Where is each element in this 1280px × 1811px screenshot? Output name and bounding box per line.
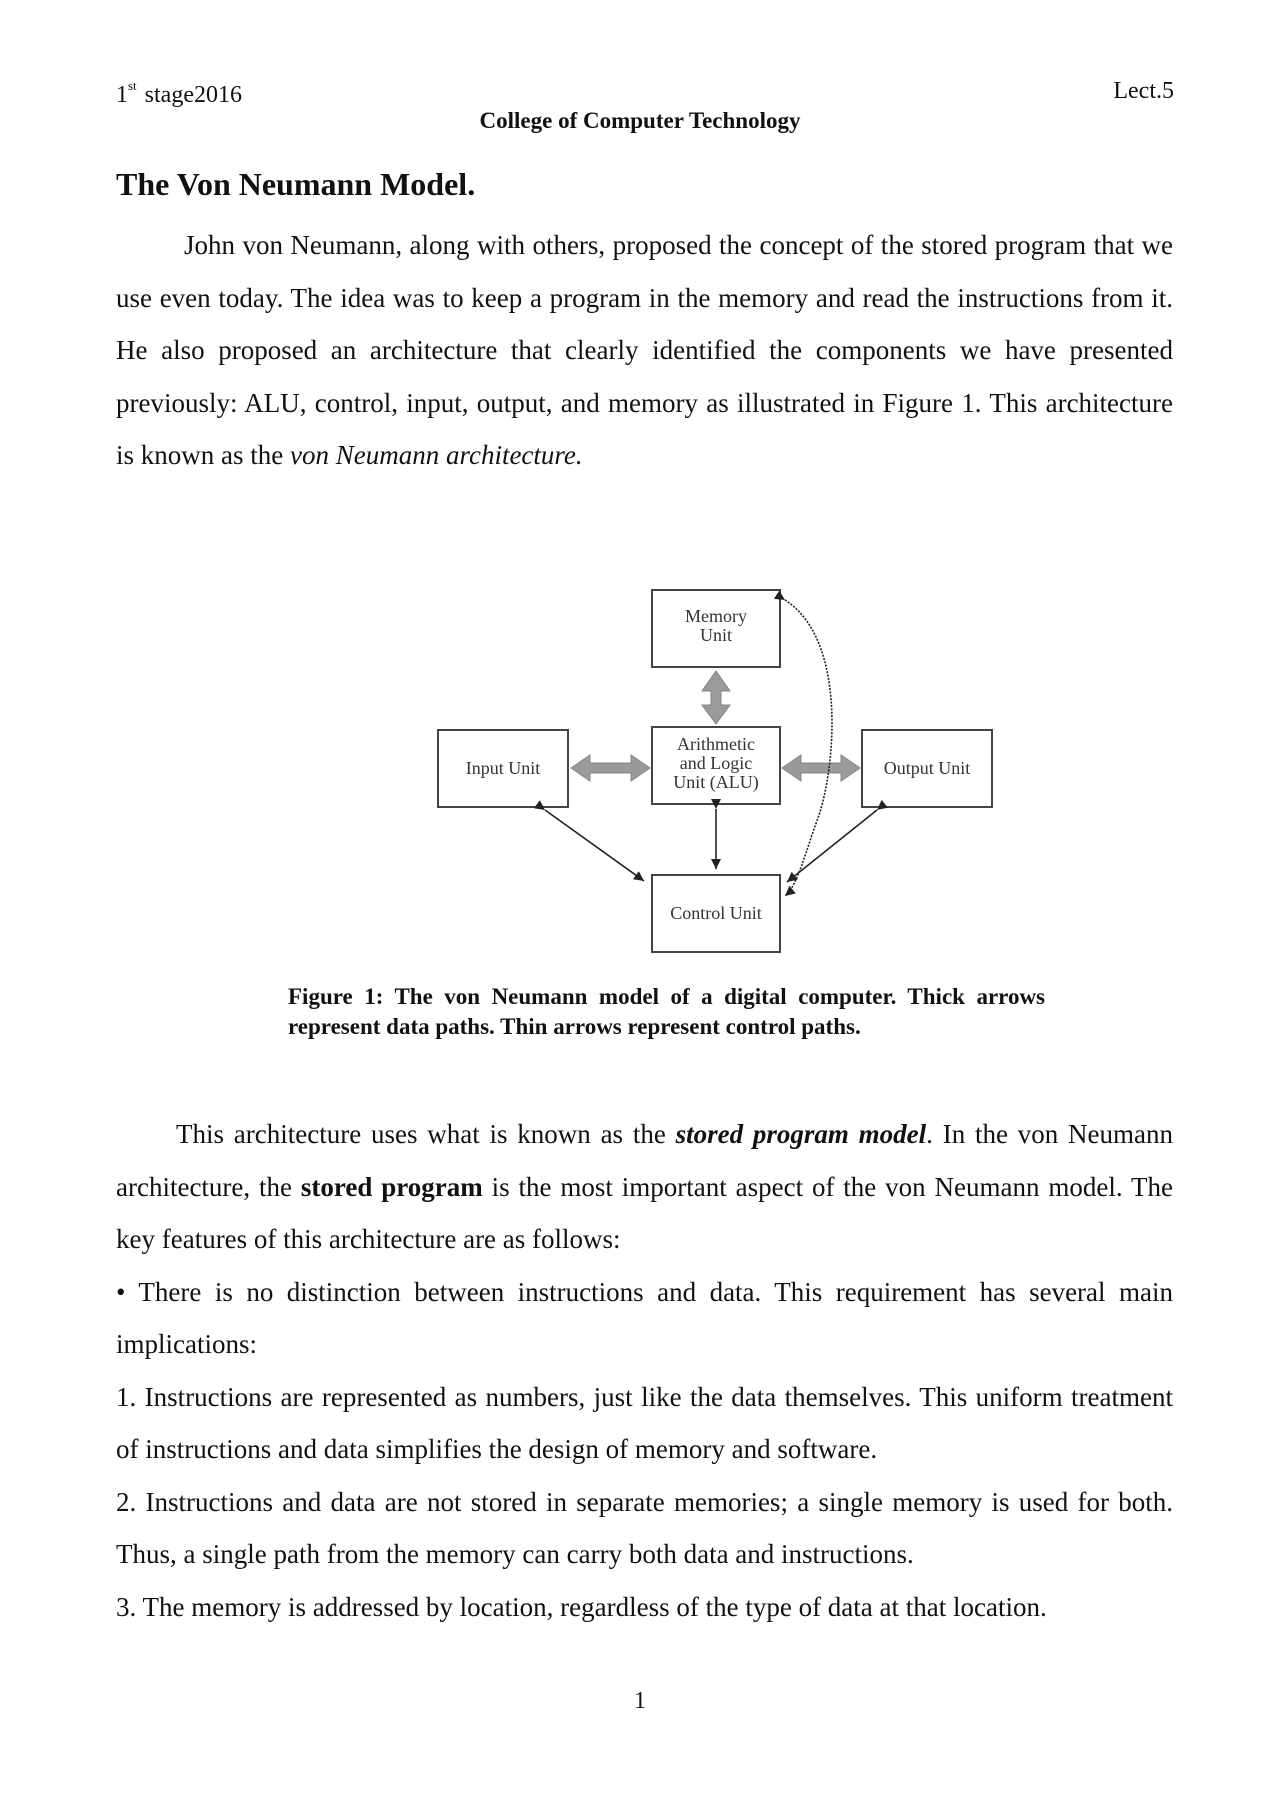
body-text [116,1108,1173,1633]
input-control-arrow [545,810,644,881]
stage-label: 1st stage2016 [116,78,242,108]
list-item: 3. The memory is addressed by location, regardless of the type of data at that location. [116,1591,1047,1622]
page-number: 1 [634,1688,646,1714]
list-item: 1. Instructions are represented as numbers, just like the data themselves. This uniform treatment of instructions and data simplifies the design of memory and software. [116,1381,1173,1464]
bullet-point: • There is no distinction between instructions and data. This requirement has several main implications: [116,1276,1173,1359]
figure-caption: Figure 1: The von Neumann model of a digital computer. Thick arrows represent data paths. Thin arrows represent control paths. [288,984,1045,1039]
college-name: College of Computer Technology [479,108,801,133]
lecture-label: Lect.5 [1113,78,1174,104]
alu-output-data-arrow [782,755,860,781]
page-title: The Von Neumann Model. [116,166,476,202]
alu-label-2: and Logic [679,753,753,773]
output-unit-label: Output Unit [883,758,971,778]
intro-paragraph: John von Neumann, along with others, proposed the concept of the stored program that we use even today. The idea was to keep a program in the memory and read the instructions from it. He also proposed an architecture that clearly identified the components we have presented previously: ALU, control, input, output, and memory as illustrated in Figure 1. This architecture is known as the von Neumann architecture. [116,230,1173,470]
memory-alu-data-arrow [702,671,730,724]
memory-unit-label-2: Unit [699,625,733,645]
memory-unit-label-1: Memory [685,606,747,626]
control-unit-label: Control Unit [670,903,762,923]
list-item: 2. Instructions and data are not stored in separate memories; a single memory is used for both. Thus, a single path from the memory can carry both data and instructions. [116,1486,1173,1569]
alu-label-1: Arithmetic [677,734,755,754]
input-alu-data-arrow [571,755,650,781]
alu-label-3: Unit (ALU) [673,772,759,792]
input-unit-label: Input Unit [465,758,541,778]
stored-program-paragraph: This architecture uses what is known as the stored program model. In the von Neumann architecture, the stored program is the most important aspect of the von Neumann model. The key features of this architecture are as follows: [116,1119,1173,1254]
von-neumann-diagram [400,560,1020,960]
output-control-arrow [787,810,877,882]
